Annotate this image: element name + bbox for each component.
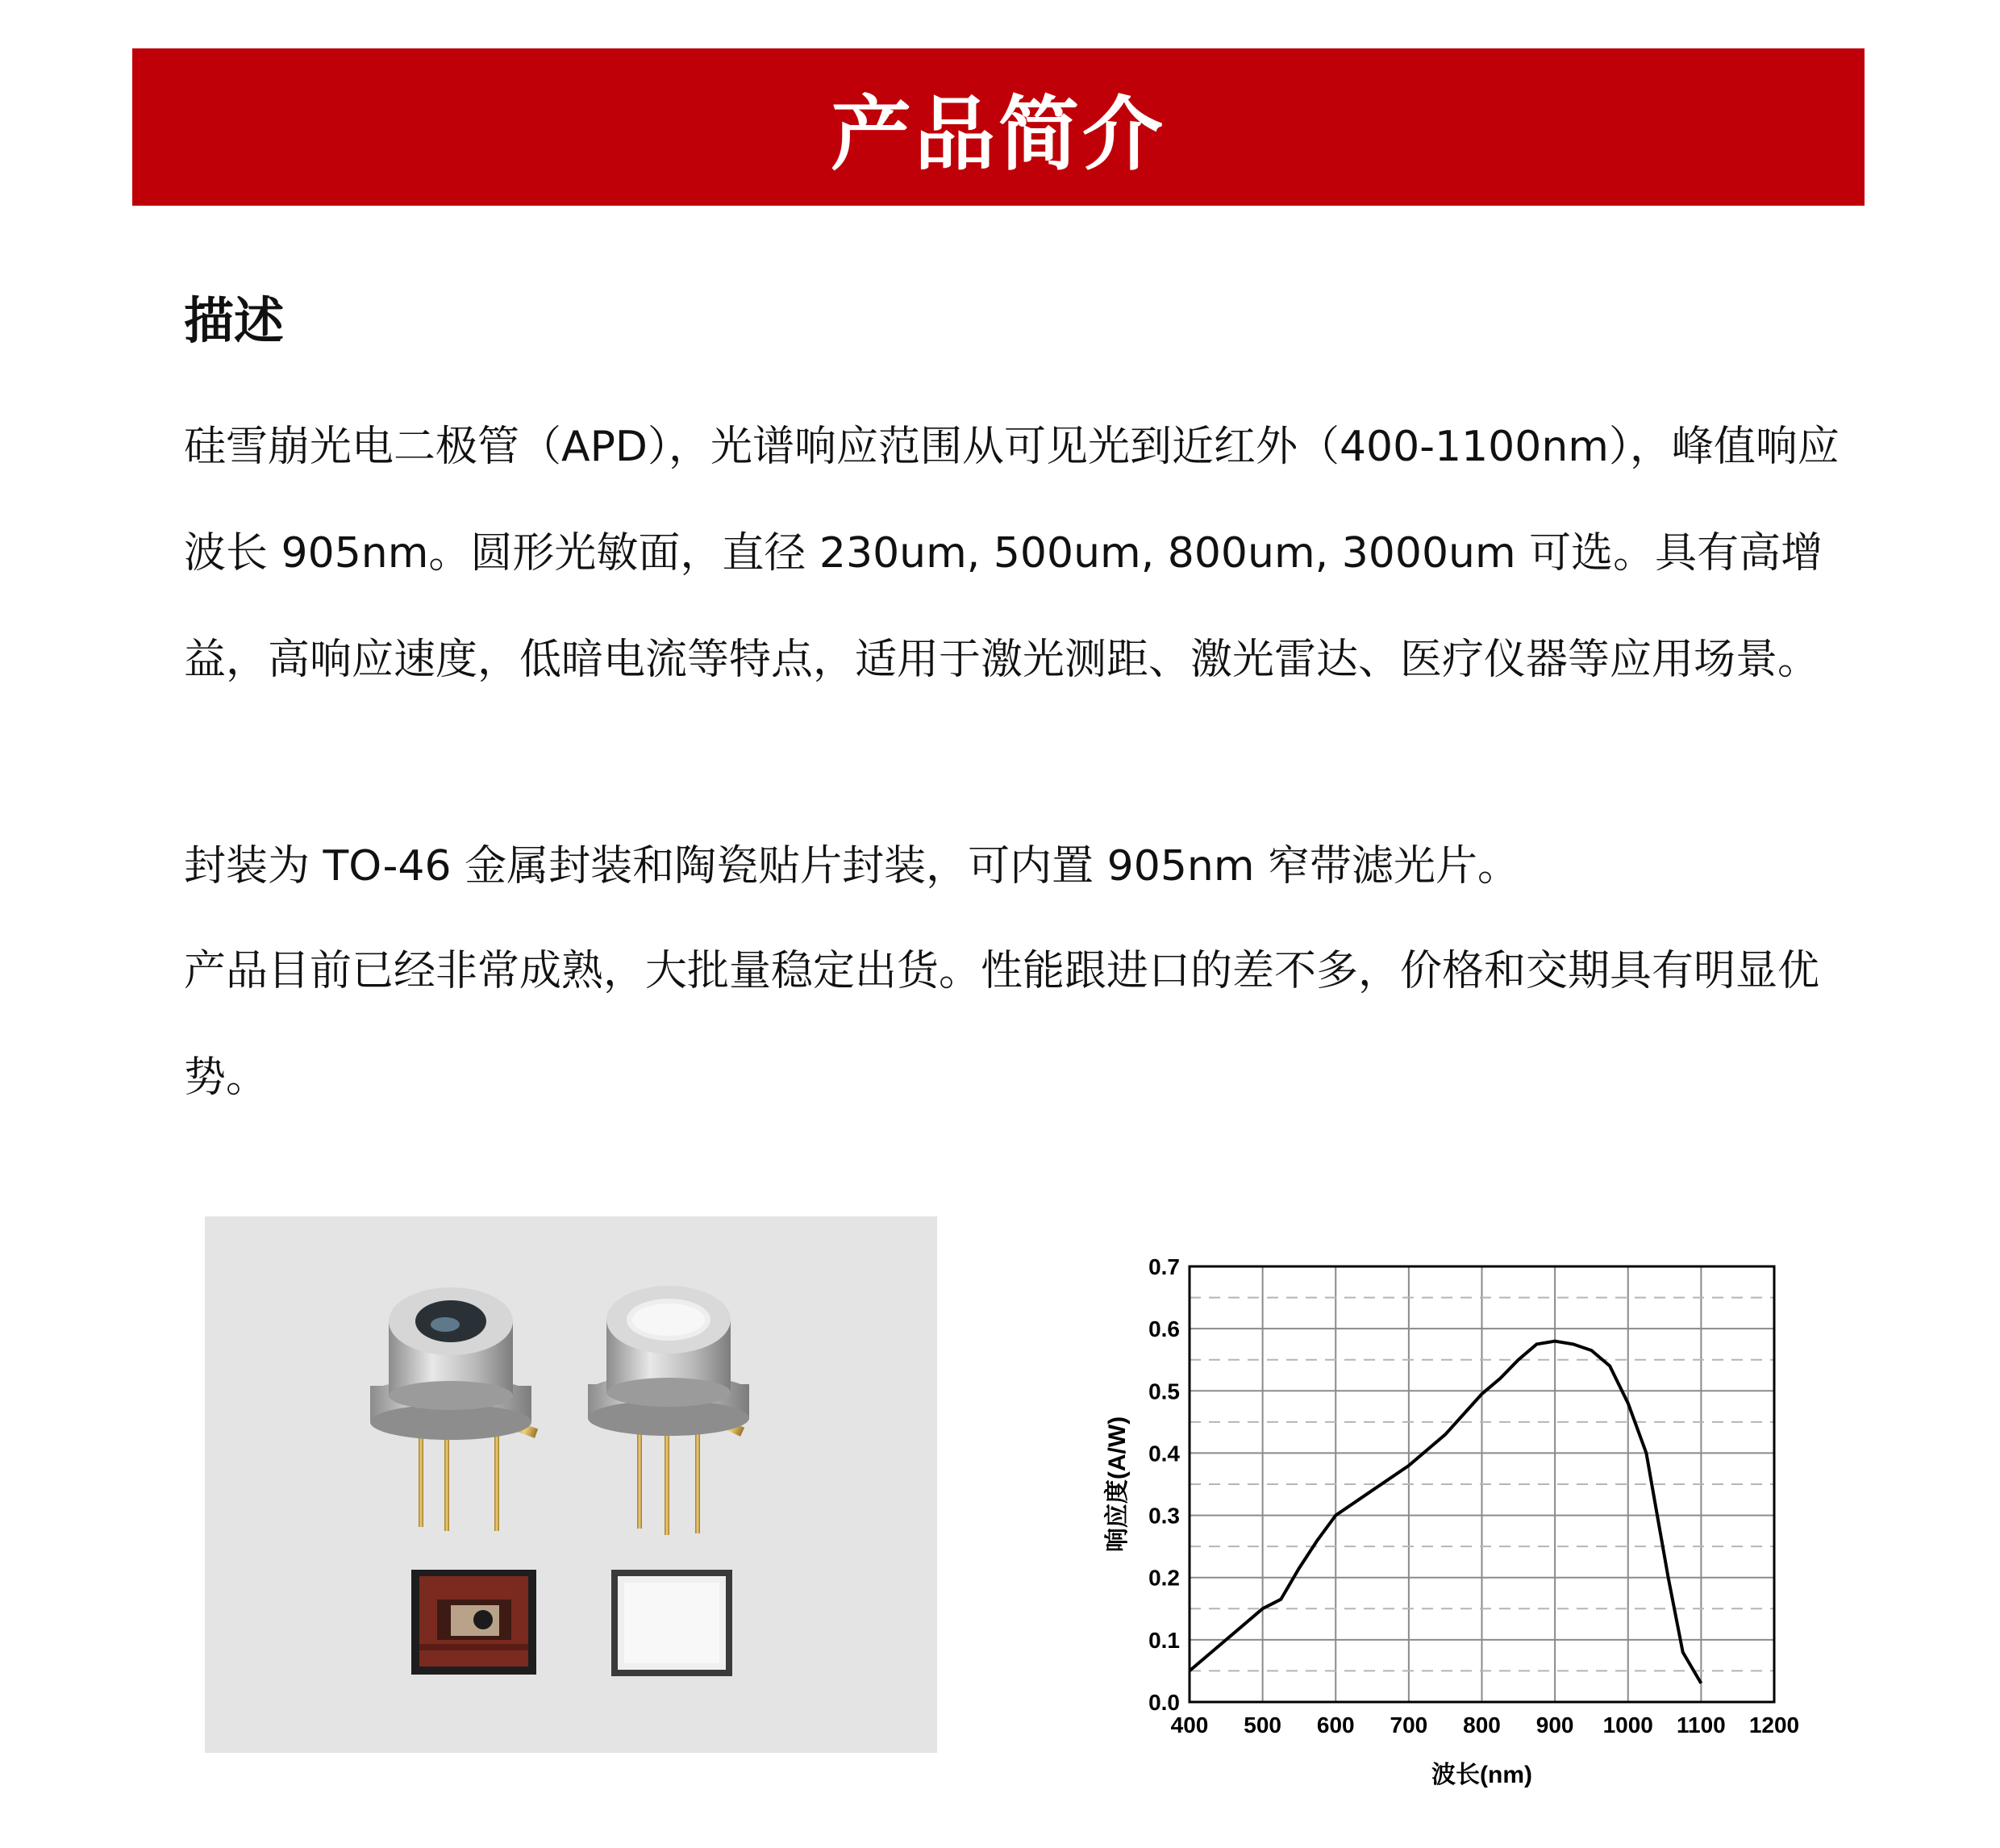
y-tick-label: 0.3 bbox=[1148, 1503, 1180, 1529]
y-axis-label: 响应度(A/W) bbox=[1104, 1416, 1131, 1553]
responsivity-series-line bbox=[1190, 1341, 1701, 1683]
x-tick-label: 700 bbox=[1390, 1712, 1428, 1737]
x-axis-label: 波长(nm) bbox=[1431, 1762, 1532, 1788]
to46-can-left bbox=[370, 1287, 538, 1531]
y-tick-label: 0.4 bbox=[1148, 1441, 1180, 1466]
y-tick-label: 0.6 bbox=[1148, 1316, 1180, 1342]
description-paragraph: 硅雪崩光电二极管（APD），光谱响应范围从可见光到近红外（400-1100nm），峰值响应波长 905nm。圆形光敏面，直径 230um, 500um, 800um, 3000um 可选。具有高增益，高响应速度，低暗电流等特点，适用于激光测距、激光雷达、医疗仪器等应用场景。 bbox=[184, 423, 1840, 684]
advantage-paragraph: 产品目前已经非常成熟，大批量稳定出货。性能跟进口的差不多，价格和交期具有明显优势。 bbox=[184, 947, 1820, 1102]
responsivity-chart bbox=[1065, 1234, 1823, 1799]
package-paragraph: 封装为 TO-46 金属封装和陶瓷贴片封装，可内置 905nm 窄带滤光片。 bbox=[184, 842, 1520, 891]
y-tick-label: 0.2 bbox=[1148, 1565, 1180, 1591]
x-tick-label: 500 bbox=[1244, 1712, 1281, 1737]
y-tick-label: 0.7 bbox=[1148, 1254, 1180, 1279]
product-photo bbox=[205, 1216, 937, 1753]
y-tick-label: 0.0 bbox=[1148, 1690, 1180, 1715]
section-heading: 描述 bbox=[184, 291, 285, 350]
title-banner bbox=[132, 48, 1865, 206]
x-tick-label: 1000 bbox=[1602, 1712, 1653, 1737]
x-tick-label: 600 bbox=[1316, 1712, 1355, 1737]
x-tick-label: 1200 bbox=[1748, 1712, 1800, 1737]
x-tick-label: 1100 bbox=[1677, 1712, 1726, 1737]
x-tick-label: 400 bbox=[1170, 1712, 1209, 1737]
smd-ceramic-left bbox=[411, 1570, 536, 1675]
smd-ceramic-right bbox=[611, 1570, 732, 1676]
x-tick-label: 900 bbox=[1535, 1712, 1574, 1737]
y-tick-label: 0.5 bbox=[1148, 1379, 1180, 1404]
x-tick-label: 800 bbox=[1463, 1712, 1501, 1737]
page-title: 产品简介 bbox=[831, 86, 1166, 181]
y-tick-label: 0.1 bbox=[1148, 1627, 1180, 1653]
chart-svg bbox=[1065, 1234, 1823, 1799]
to46-can-right bbox=[588, 1286, 749, 1535]
product-photo-illustration bbox=[205, 1216, 937, 1753]
